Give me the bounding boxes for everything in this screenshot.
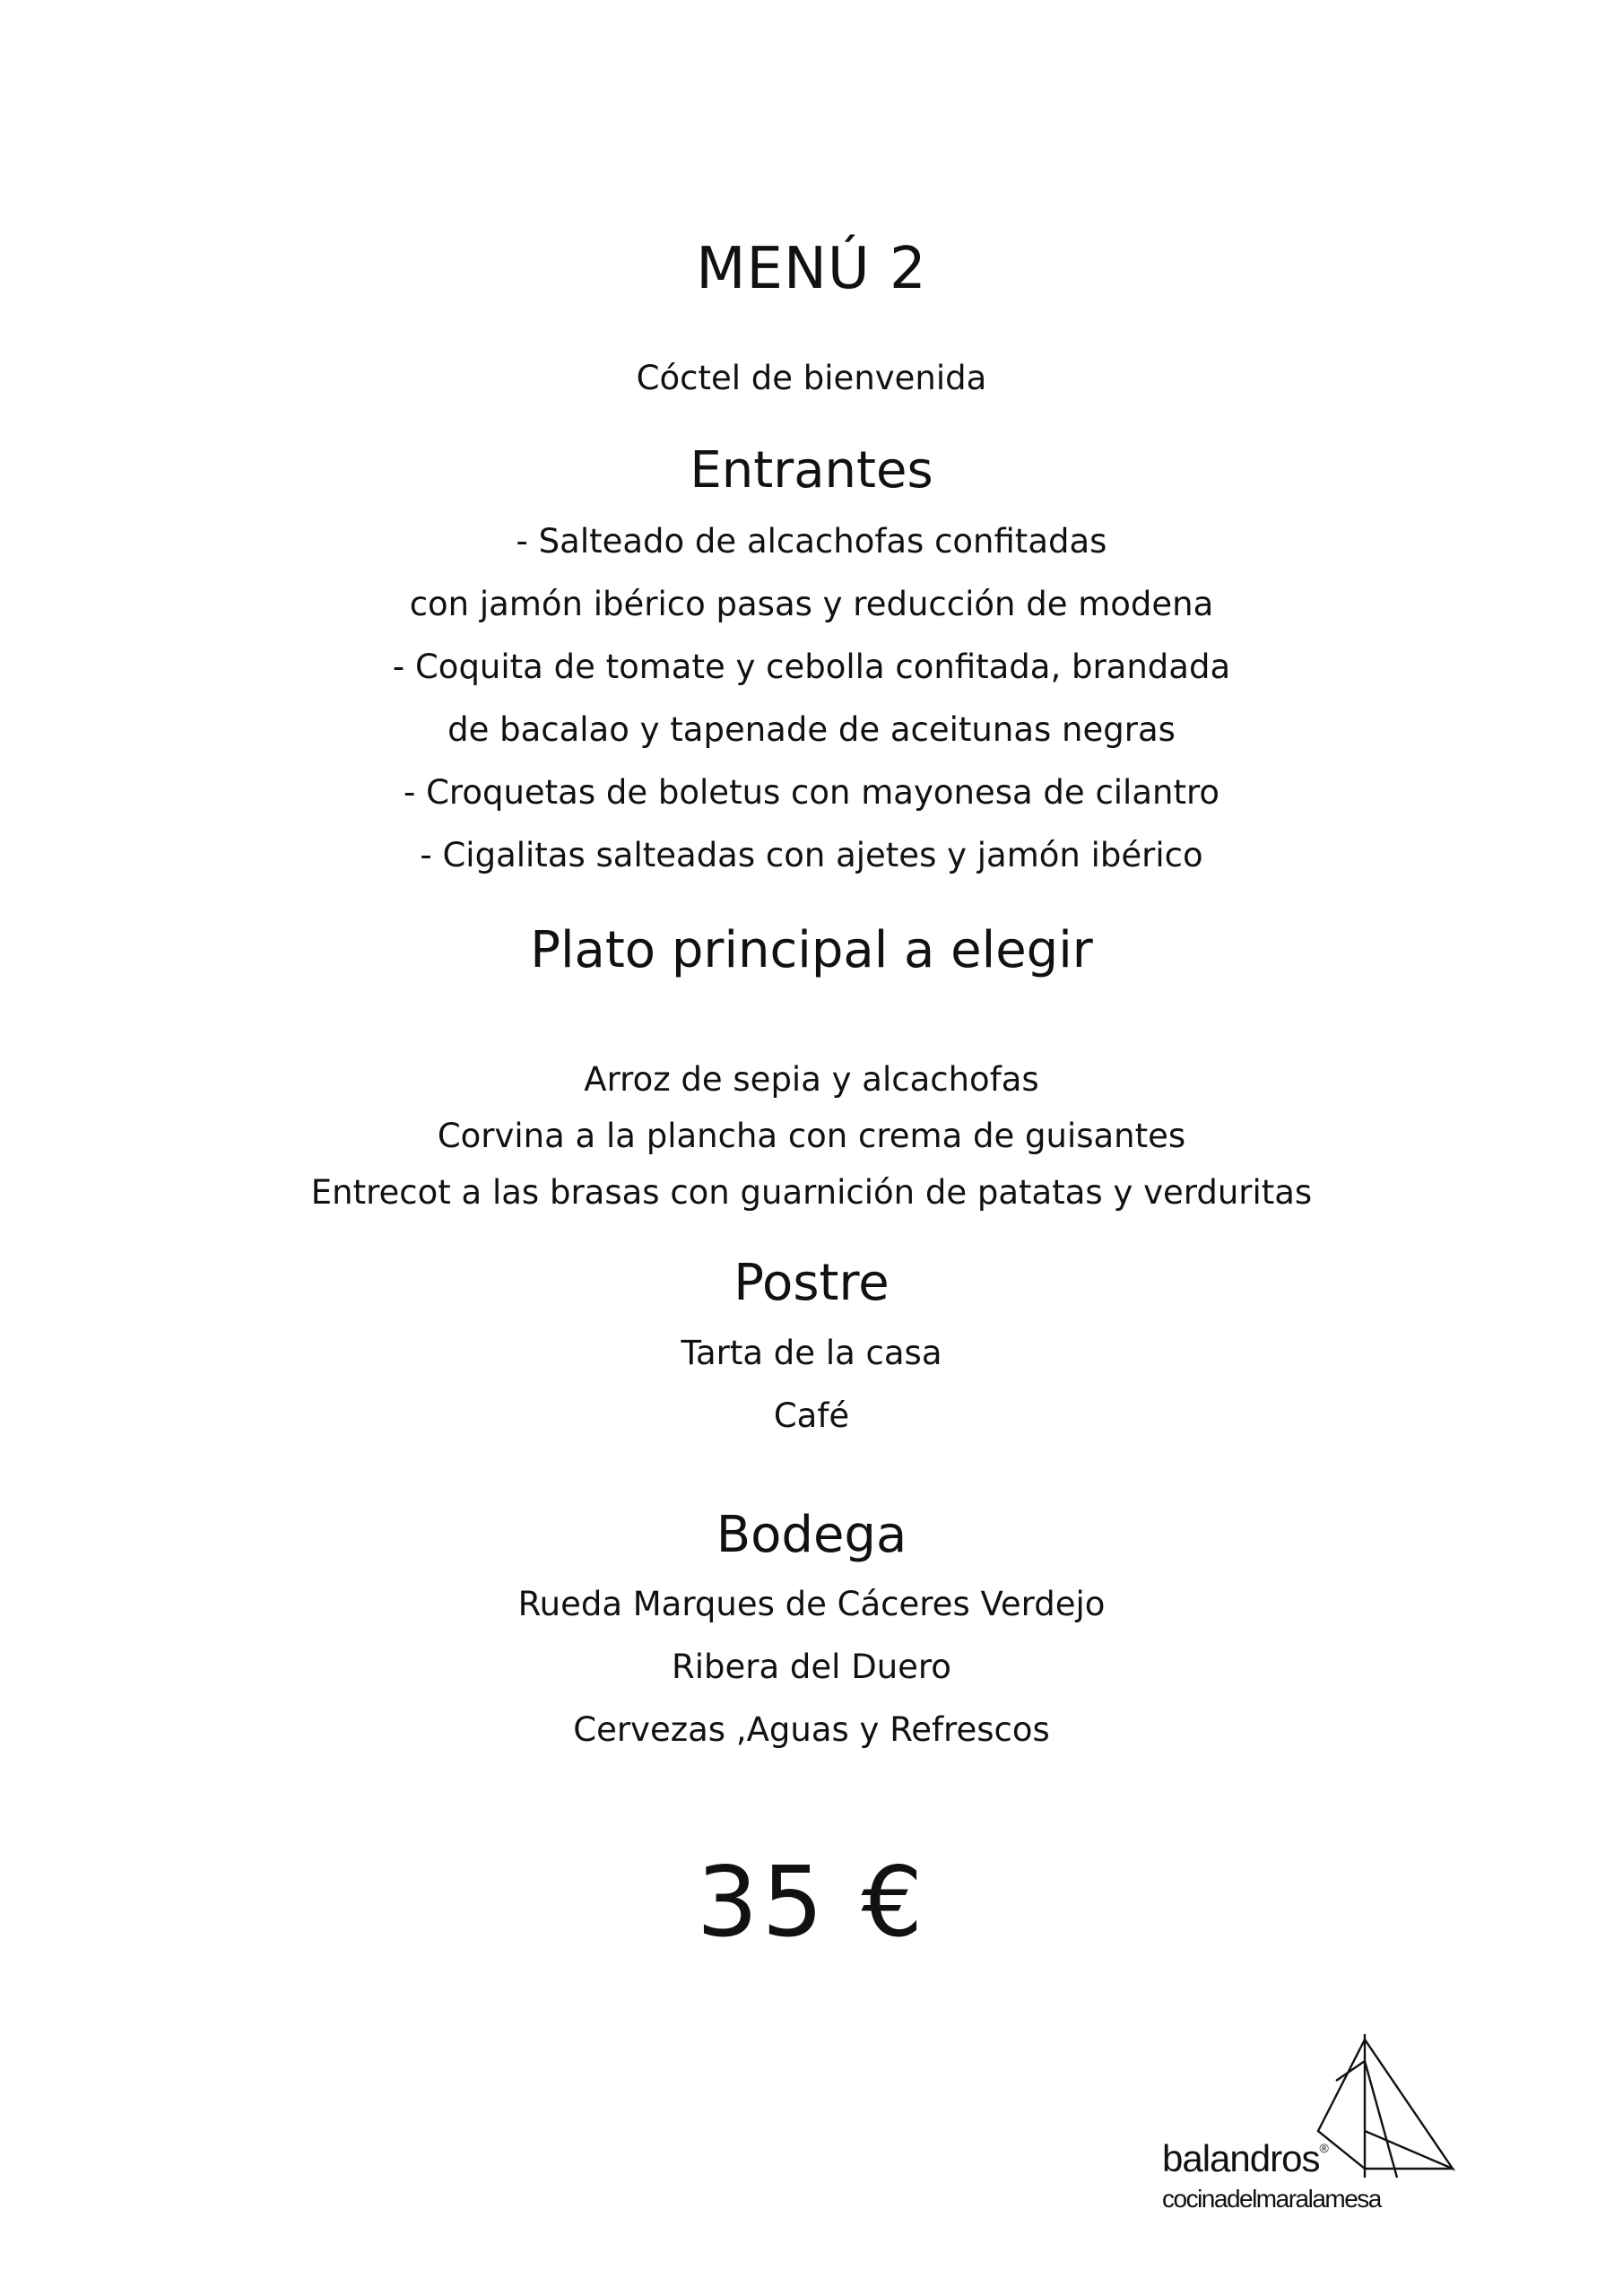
- balandros-logo: [1157, 2034, 1480, 2240]
- bodega-line: Cervezas ,Aguas y Refrescos: [573, 1710, 1050, 1749]
- entrantes-line: con jamón ibérico pasas y reducción de modena: [409, 585, 1214, 623]
- registered-mark: ®: [1319, 2141, 1328, 2155]
- brand-name-text: balandros: [1162, 2137, 1320, 2179]
- entrantes-line: - Cigalitas salteadas con ajetes y jamón ibérico: [420, 836, 1203, 874]
- bodega-line: Ribera del Duero: [672, 1648, 951, 1686]
- postre-line: Café: [773, 1396, 850, 1435]
- principal-line: Entrecot a las brasas con guarnición de patatas y verduritas: [310, 1173, 1313, 1212]
- principal-line: Arroz de sepia y alcachofas: [584, 1060, 1039, 1099]
- postre-line: Tarta de la casa: [681, 1334, 942, 1372]
- section-heading-principal: Plato principal a elegir: [530, 921, 1093, 979]
- section-heading-bodega: Bodega: [716, 1506, 907, 1564]
- welcome-cocktail: Cóctel de bienvenida: [636, 359, 987, 397]
- entrantes-line: - Salteado de alcachofas confitadas: [516, 522, 1107, 561]
- menu-price: 35 €: [696, 1847, 927, 1959]
- brand-name: [1162, 2137, 1328, 2179]
- principal-line: Corvina a la plancha con crema de guisantes: [437, 1117, 1186, 1155]
- brand-tagline: cocinadelmaralamesa: [1162, 2185, 1381, 2213]
- section-heading-postre: Postre: [733, 1254, 890, 1312]
- bodega-line: Rueda Marques de Cáceres Verdejo: [517, 1585, 1106, 1623]
- entrantes-line: - Croquetas de boletus con mayonesa de cilantro: [403, 773, 1220, 812]
- menu-title: MENÚ 2: [696, 236, 927, 302]
- section-heading-entrantes: Entrantes: [690, 441, 933, 500]
- entrantes-line: - Coquita de tomate y cebolla confitada, brandada: [392, 648, 1231, 686]
- entrantes-line: de bacalao y tapenade de aceitunas negras: [447, 710, 1176, 749]
